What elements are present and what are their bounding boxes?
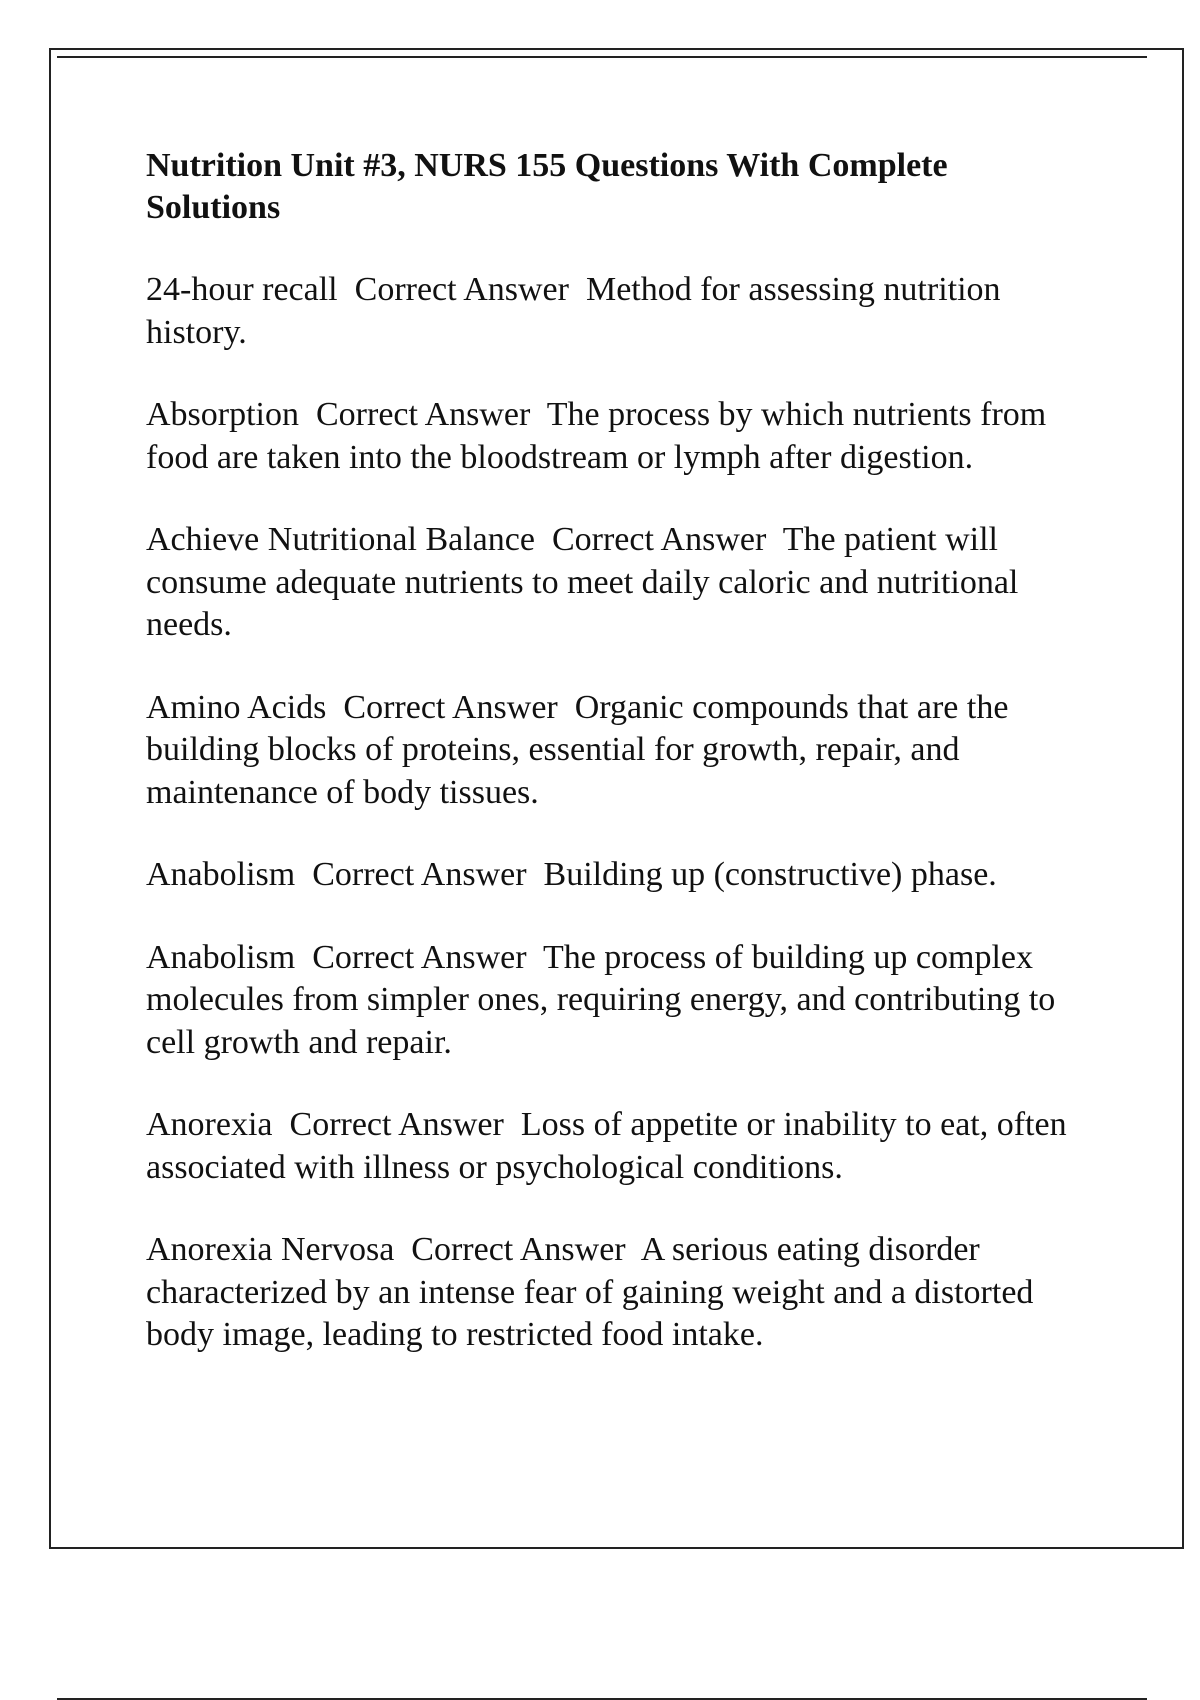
entry-separator: Correct Answer (354, 271, 569, 308)
entry-term: Anorexia Nervosa (146, 1231, 395, 1268)
entry-separator: Correct Answer (411, 1231, 626, 1268)
entry-answer: The patient will consume adequate nutrients to meet daily caloric and nutritional needs. (146, 521, 1019, 643)
entry-term: Absorption (146, 396, 299, 433)
entry-term: Anorexia (146, 1106, 273, 1143)
flashcard-entry (146, 937, 1086, 1065)
entry-answer: Organic compounds that are the building blocks of proteins, essential for growth, repair, and maintenance of body tissues. (146, 688, 1009, 811)
entry-separator: Correct Answer (312, 938, 527, 976)
document-title: Nutrition Unit #3, NURS 155 Questions With Complete Solutions (146, 147, 948, 226)
entry-separator: Correct Answer (289, 1106, 504, 1143)
entry-term: Achieve Nutritional Balance (146, 521, 535, 558)
entry-term: 24-hour recall (146, 271, 338, 308)
entry-separator: Correct Answer (312, 856, 527, 893)
flashcard-entry (146, 519, 1086, 647)
flashcard-entry (146, 394, 1086, 479)
entry-separator: Correct Answer (551, 521, 767, 558)
document-body (146, 145, 1086, 1397)
flashcard-entry (146, 854, 1086, 897)
entry-term: Anabolism (146, 938, 296, 976)
flashcard-entry (146, 687, 1086, 815)
header-divider (57, 56, 1147, 58)
flashcard-entry (146, 1229, 1086, 1357)
entry-answer: The process of building up complex molecules from simpler ones, requiring energy, and contributing to cell growth and repair. (146, 938, 1056, 1061)
entry-answer: A serious eating disorder characterized by an intense fear of gaining weight and a distorted body image, leading to restricted food intake. (146, 1231, 1034, 1353)
flashcard-entry (146, 269, 1086, 354)
entry-answer: Method for assessing nutrition history. (146, 271, 1001, 351)
entry-answer: Loss of appetite or inability to eat, often associated with illness or psychological conditions. (146, 1106, 1067, 1186)
entry-term: Anabolism (146, 856, 296, 893)
entry-separator: Correct Answer (343, 688, 558, 726)
flashcard-entry (146, 1104, 1086, 1189)
entry-term: Amino Acids (146, 688, 327, 726)
entry-answer: Building up (constructive) phase. (543, 856, 997, 893)
entry-answer: The process by which nutrients from food are taken into the bloodstream or lymph after digestion. (146, 396, 1047, 476)
entry-separator: Correct Answer (316, 396, 531, 433)
